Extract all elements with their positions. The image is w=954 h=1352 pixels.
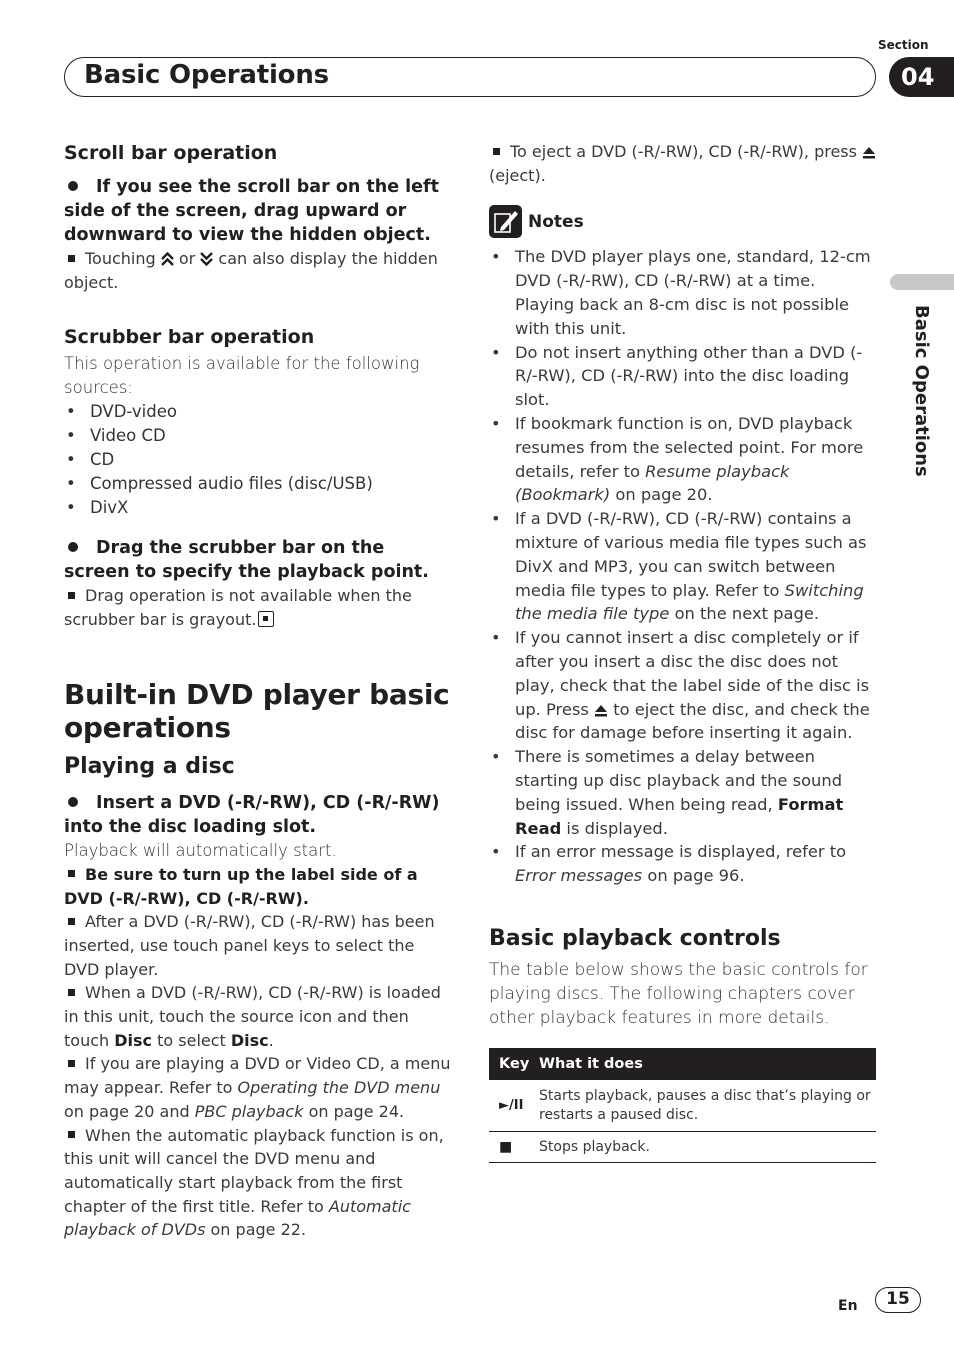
square-bullet-icon [68, 592, 75, 599]
playing-disc-heading: Playing a disc [64, 753, 235, 779]
select-dvd-note: After a DVD (-R/-RW), CD (-R/-RW) has been inserted, use touch panel keys to select the DVD player. [64, 912, 435, 979]
end-mark-icon [258, 611, 274, 627]
note-item: • If bookmark function is on, DVD playback resumes from the selected point. For more details, refer to Resume playback (Bookmark) on page 20. [489, 412, 879, 507]
page-number: 15 [875, 1287, 921, 1313]
builtin-heading: Built-in DVD player basic operations [64, 677, 450, 744]
play-pause-key: ►/II [489, 1080, 539, 1132]
source-item: • Video CD [64, 424, 454, 448]
label-side-note: Be sure to turn up the label side of a DVD (-R/-RW), CD (-R/-RW). [64, 864, 418, 908]
bullet-icon [68, 181, 78, 191]
source-item: • CD [64, 448, 454, 472]
left-column [64, 140, 454, 1242]
note-item: • Do not insert anything other than a DVD (-R/-RW), CD (-R/-RW) into the disc loading slot. [489, 341, 879, 412]
eject-icon [594, 704, 608, 717]
page-title: Basic Operations [84, 60, 329, 90]
source-icon-note: When a DVD (-R/-RW), CD (-R/-RW) is loaded in this unit, touch the source icon and then touch Disc to select Disc. [64, 983, 441, 1050]
controls-intro: The table below shows the basic controls for playing discs. The following chapters cover other playback features in more details. [489, 959, 868, 1028]
source-item: • DivX [64, 496, 454, 520]
note-item: • The DVD player plays one, standard, 12-cm DVD (-R/-RW), CD (-R/-RW) at a time. Playing back an 8-cm disc is not possible with this unit. [489, 245, 879, 340]
note-item: • If you cannot insert a disc completely or if after you insert a disc the disc does not play, check that the label side of the disc is up. Press to eject the disc, and check the disc for damage before inserting it again. [489, 626, 879, 745]
right-column [489, 140, 879, 1163]
scrubber-note: Drag operation is not available when the scrubber bar is grayout. [64, 586, 412, 630]
controls-table [489, 1048, 876, 1164]
menu-note: If you are playing a DVD or Video CD, a menu may appear. Refer to Operating the DVD menu on page 20 and PBC playback on page 24. [64, 1054, 451, 1121]
section-label: Section [878, 38, 929, 52]
side-tab-label: Basic Operations [911, 305, 932, 477]
col-what-header: What it does [539, 1048, 876, 1080]
source-item: • DVD-video [64, 400, 454, 424]
double-up-arrow-icon [161, 252, 174, 266]
note-item: • If a DVD (-R/-RW), CD (-R/-RW) contains a mixture of various media file types such as DivX and MP3, you can switch between media file types to play. Refer to Switching the media file type on the next page. [489, 507, 879, 626]
scroll-bullet: If you see the scroll bar on the left side of the screen, drag upward or downward to view the hidden object. [64, 177, 440, 245]
notes-pencil-icon [489, 205, 522, 238]
language-label: En [838, 1298, 858, 1314]
scrubber-intro: This operation is available for the following sources: [64, 354, 420, 398]
section-number-badge: 04 [889, 57, 954, 97]
square-bullet-icon [68, 989, 75, 996]
table-header-row [489, 1048, 876, 1080]
table-row [489, 1080, 876, 1132]
table-row [489, 1132, 876, 1163]
autostart-text: Playback will automatically start. [64, 840, 337, 860]
col-key-header: Key [489, 1048, 539, 1080]
notes-header [489, 205, 879, 238]
stop-desc: Stops playback. [539, 1132, 876, 1163]
eject-note: To eject a DVD (-R/-RW), CD (-R/-RW), press (eject). [489, 140, 879, 187]
square-bullet-icon [493, 148, 500, 155]
autoplay-note: When the automatic playback function is on, this unit will cancel the DVD menu and automatically start playback from the first chapter of the first title. Refer to Automatic playback of DVDs on page 22. [64, 1125, 444, 1240]
source-item: • Compressed audio files (disc/USB) [64, 472, 454, 496]
square-bullet-icon [68, 1060, 75, 1067]
double-down-arrow-icon [200, 252, 213, 266]
eject-icon [862, 146, 876, 159]
square-bullet-icon [68, 870, 75, 877]
square-bullet-icon [68, 1131, 75, 1138]
side-tab [890, 274, 954, 290]
scroll-heading: Scroll bar operation [64, 142, 278, 164]
scroll-note: Touching or can also display the hidden object. [64, 249, 438, 292]
note-item: • There is sometimes a delay between starting up disc playback and the sound being issued. When being read, Format Read is displayed. [489, 745, 879, 840]
scrubber-heading: Scrubber bar operation [64, 326, 315, 349]
insert-bullet: Insert a DVD (-R/-RW), CD (-R/-RW) into the disc loading slot. [64, 792, 440, 837]
square-bullet-icon [68, 255, 75, 262]
notes-title: Notes [528, 211, 584, 232]
play-pause-desc: Starts playback, pauses a disc that’s playing or restarts a paused disc. [539, 1080, 876, 1132]
bullet-icon [68, 797, 78, 807]
controls-heading: Basic playback controls [489, 925, 781, 951]
stop-key: ■ [489, 1132, 539, 1163]
note-item: • If an error message is displayed, refer to Error messages on page 96. [489, 840, 879, 888]
scrubber-bullet: Drag the scrubber bar on the screen to specify the playback point. [64, 538, 429, 583]
bullet-icon [68, 542, 78, 552]
square-bullet-icon [68, 918, 75, 925]
